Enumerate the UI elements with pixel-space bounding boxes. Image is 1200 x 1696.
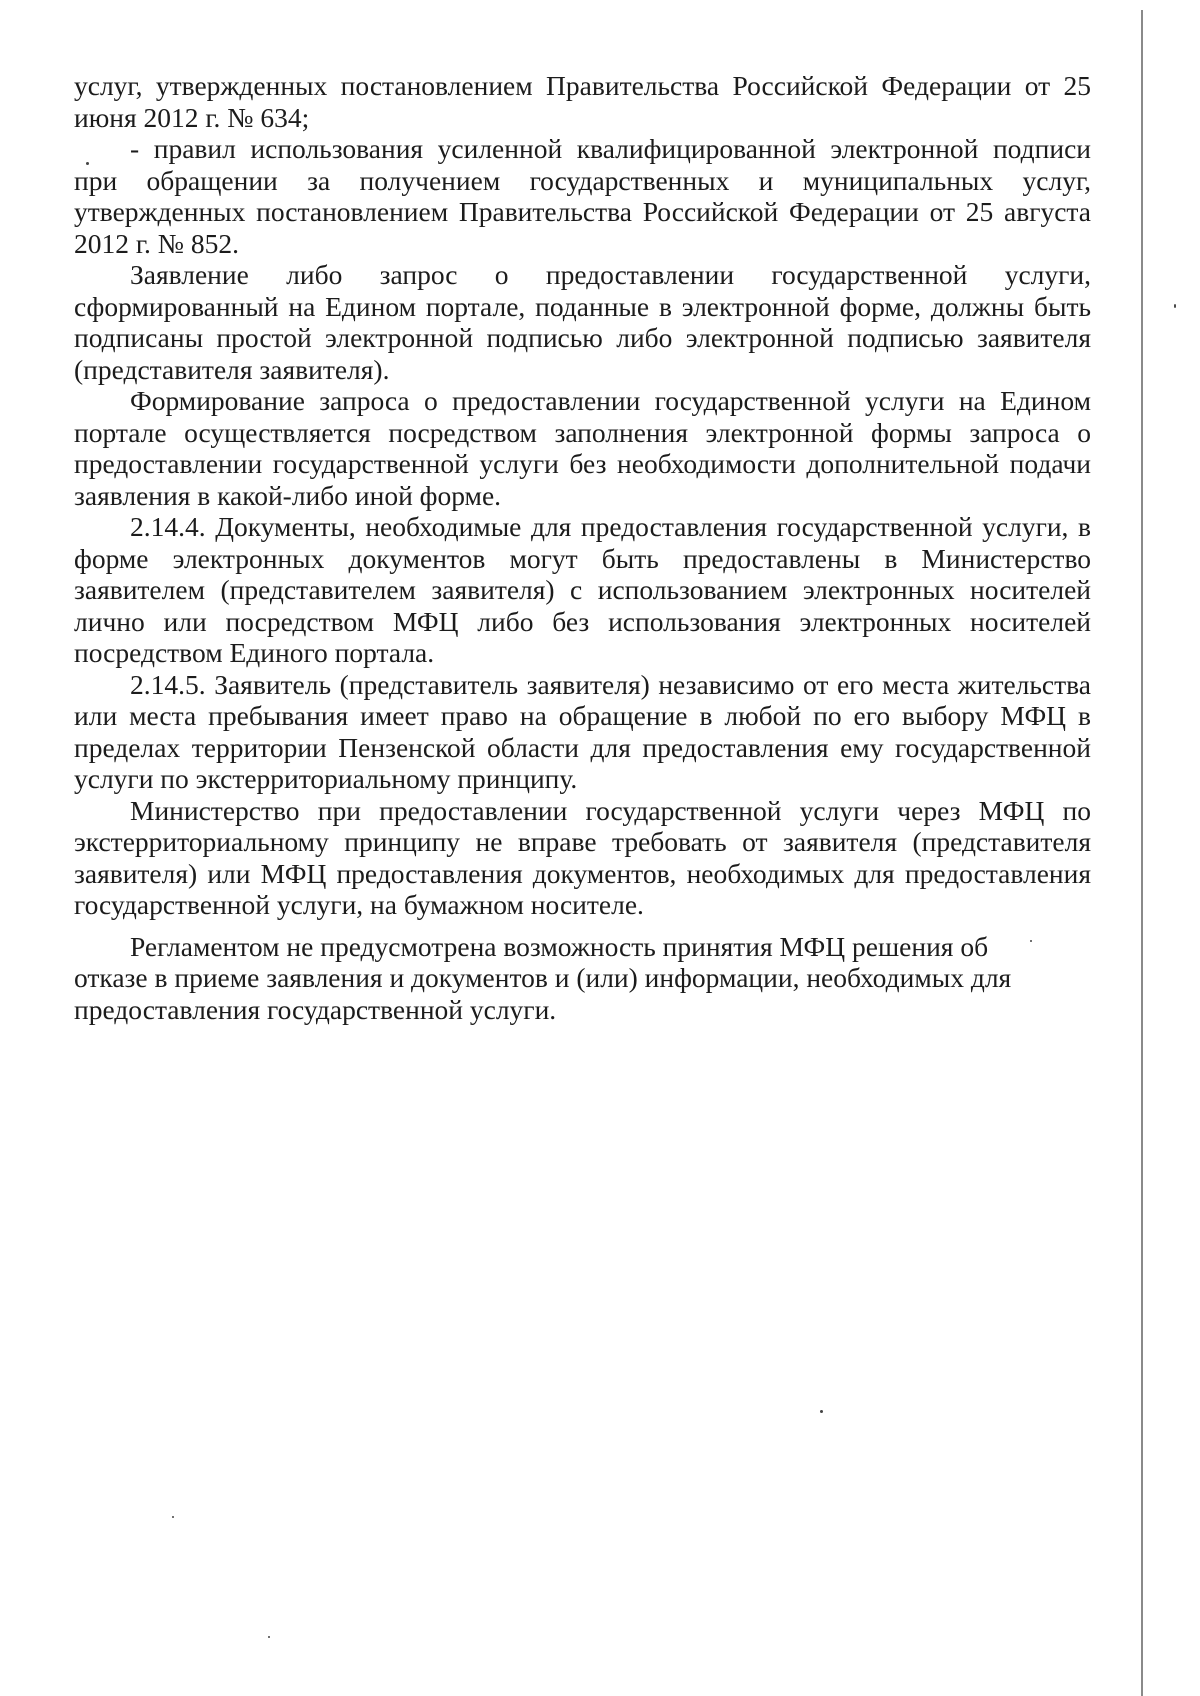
paragraph-ministry-mfc: Министерство при предоставлении государственной услуги через МФЦ по экстерриториальному принципу не вправе требовать от заявителя (представителя заявителя) или МФЦ предоставления документов, необходимых для предоставления государственной услуги, на бумажном носителе. bbox=[74, 794, 1091, 920]
paragraph-request-forming: Формирование запроса о предоставлении государственной услуги на Едином портале осуществляется посредством заполнения электронной формы запроса о предоставлении государственной услуги без необходимости дополнительной подачи заявления в какой-либо иной форме. bbox=[74, 385, 1091, 511]
scan-speck bbox=[820, 1410, 823, 1413]
paragraph-continuation: услуг, утвержденных постановлением Правительства Российской Федерации от 25 июня 2012 г. № 634; bbox=[74, 70, 1091, 133]
scan-speck bbox=[1174, 304, 1176, 308]
scan-speck bbox=[268, 1636, 270, 1638]
scan-speck bbox=[1030, 940, 1032, 942]
paragraph-regulation-note: Регламентом не предусмотрена возможность принятия МФЦ решения об отказе в приеме заявления и документов и (или) информации, необходимых для предоставления государственной услуги. bbox=[74, 930, 1012, 1025]
document-body bbox=[74, 70, 1091, 1025]
scan-speck bbox=[172, 1516, 174, 1518]
scan-speck bbox=[86, 162, 89, 165]
paragraph-2-14-4: 2.14.4. Документы, необходимые для предоставления государственной услуги, в форме электронных документов могут быть предоставлены в Министерство заявителем (представителем заявителя) с использованием электронных носителей лично или посредством МФЦ либо без использования электронных носителей посредством Единого портала. bbox=[74, 511, 1091, 668]
scan-edge-line bbox=[1141, 10, 1143, 1696]
paragraph-application-signing: Заявление либо запрос о предоставлении государственной услуги, сформированный на Едином портале, поданные в электронной форме, должны быть подписаны простой электронной подписью либо электронной подписью заявителя (представителя заявителя). bbox=[74, 259, 1091, 385]
paragraph-2-14-5: 2.14.5. Заявитель (представитель заявителя) независимо от его места жительства или места пребывания имеет право на обращение в любой по его выбору МФЦ в пределах территории Пензенской области для предоставления ему государственной услуги по экстерриториальному принципу. bbox=[74, 668, 1091, 794]
paragraph-signature-rules: - правил использования усиленной квалифицированной электронной подписи при обращении за получением государственных и муниципальных услуг, утвержденных постановлением Правительства Российской Федерации от 25 августа 2012 г. № 852. bbox=[74, 133, 1091, 259]
